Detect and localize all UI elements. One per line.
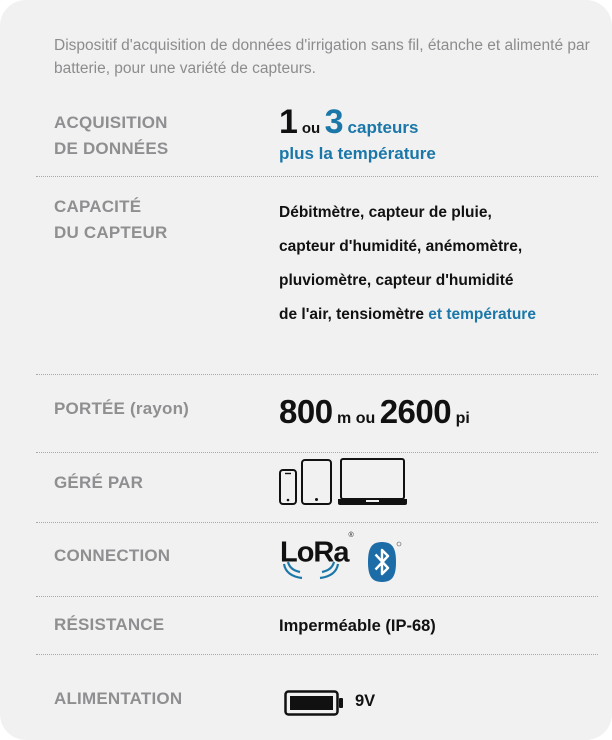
phone-icon — [280, 470, 296, 504]
resistance-label: RÉSISTANCE — [54, 615, 165, 634]
divider — [36, 596, 598, 597]
capacity-line4-accent: et température — [428, 306, 536, 323]
power-label: ALIMENTATION — [54, 689, 183, 708]
acquisition-label-line1: ACQUISITION — [54, 113, 168, 132]
range-value — [279, 390, 470, 434]
resistance-value: Imperméable (IP-68) — [279, 617, 436, 635]
capacity-label — [54, 194, 167, 246]
laptop-icon — [338, 459, 407, 505]
capacity-line4 — [279, 298, 599, 332]
power-value: 9V — [355, 692, 376, 710]
range-unit-pi: pi — [455, 410, 470, 427]
divider — [36, 176, 598, 177]
range-unit-m: m — [337, 410, 352, 427]
capacity-label-line2: DU CAPTEUR — [54, 223, 168, 242]
range-or: ou — [355, 410, 376, 427]
capacity-line4-text: de l'air, tensiomètre — [279, 306, 424, 323]
battery-icon — [284, 690, 344, 716]
capacity-line1: Débitmètre, capteur de pluie, — [279, 204, 492, 221]
lora-waves-icon — [282, 560, 354, 584]
divider — [36, 654, 598, 655]
managed-label: GÉRÉ PAR — [54, 473, 144, 492]
acquisition-value — [279, 102, 418, 142]
bluetooth-icon — [366, 541, 402, 583]
divider — [36, 374, 598, 375]
capacity-line3: pluviomètre, capteur d'humidité — [279, 272, 514, 289]
capacity-value — [279, 196, 599, 332]
sensor-word: capteurs — [347, 118, 419, 137]
divider — [36, 522, 598, 523]
lora-registered: ® — [348, 532, 353, 539]
sensor-or: ou — [301, 120, 321, 137]
capacity-line2: capteur d'humidité, anémomètre, — [279, 238, 523, 255]
tablet-icon — [302, 460, 331, 504]
range-meters: 800 — [279, 393, 333, 430]
connection-label: CONNECTION — [54, 546, 171, 565]
sensor-plus-temperature: plus la température — [279, 144, 436, 163]
capacity-label-line1: CAPACITÉ — [54, 197, 142, 216]
devices-group — [278, 458, 410, 508]
intro-text: Dispositif d'acquisition de données d'irrigation sans fil, étanche et alimenté par batterie, pour une variété de capteurs. — [54, 37, 590, 77]
divider — [36, 452, 598, 453]
range-label: PORTÉE (rayon) — [54, 399, 190, 418]
sensor-count-1: 1 — [279, 103, 298, 141]
lora-text: LoRa — [280, 536, 349, 569]
range-feet: 2600 — [379, 393, 452, 430]
sensor-count-3: 3 — [324, 103, 344, 141]
acquisition-label — [54, 110, 168, 162]
acquisition-label-line2: DE DONNÉES — [54, 139, 169, 158]
